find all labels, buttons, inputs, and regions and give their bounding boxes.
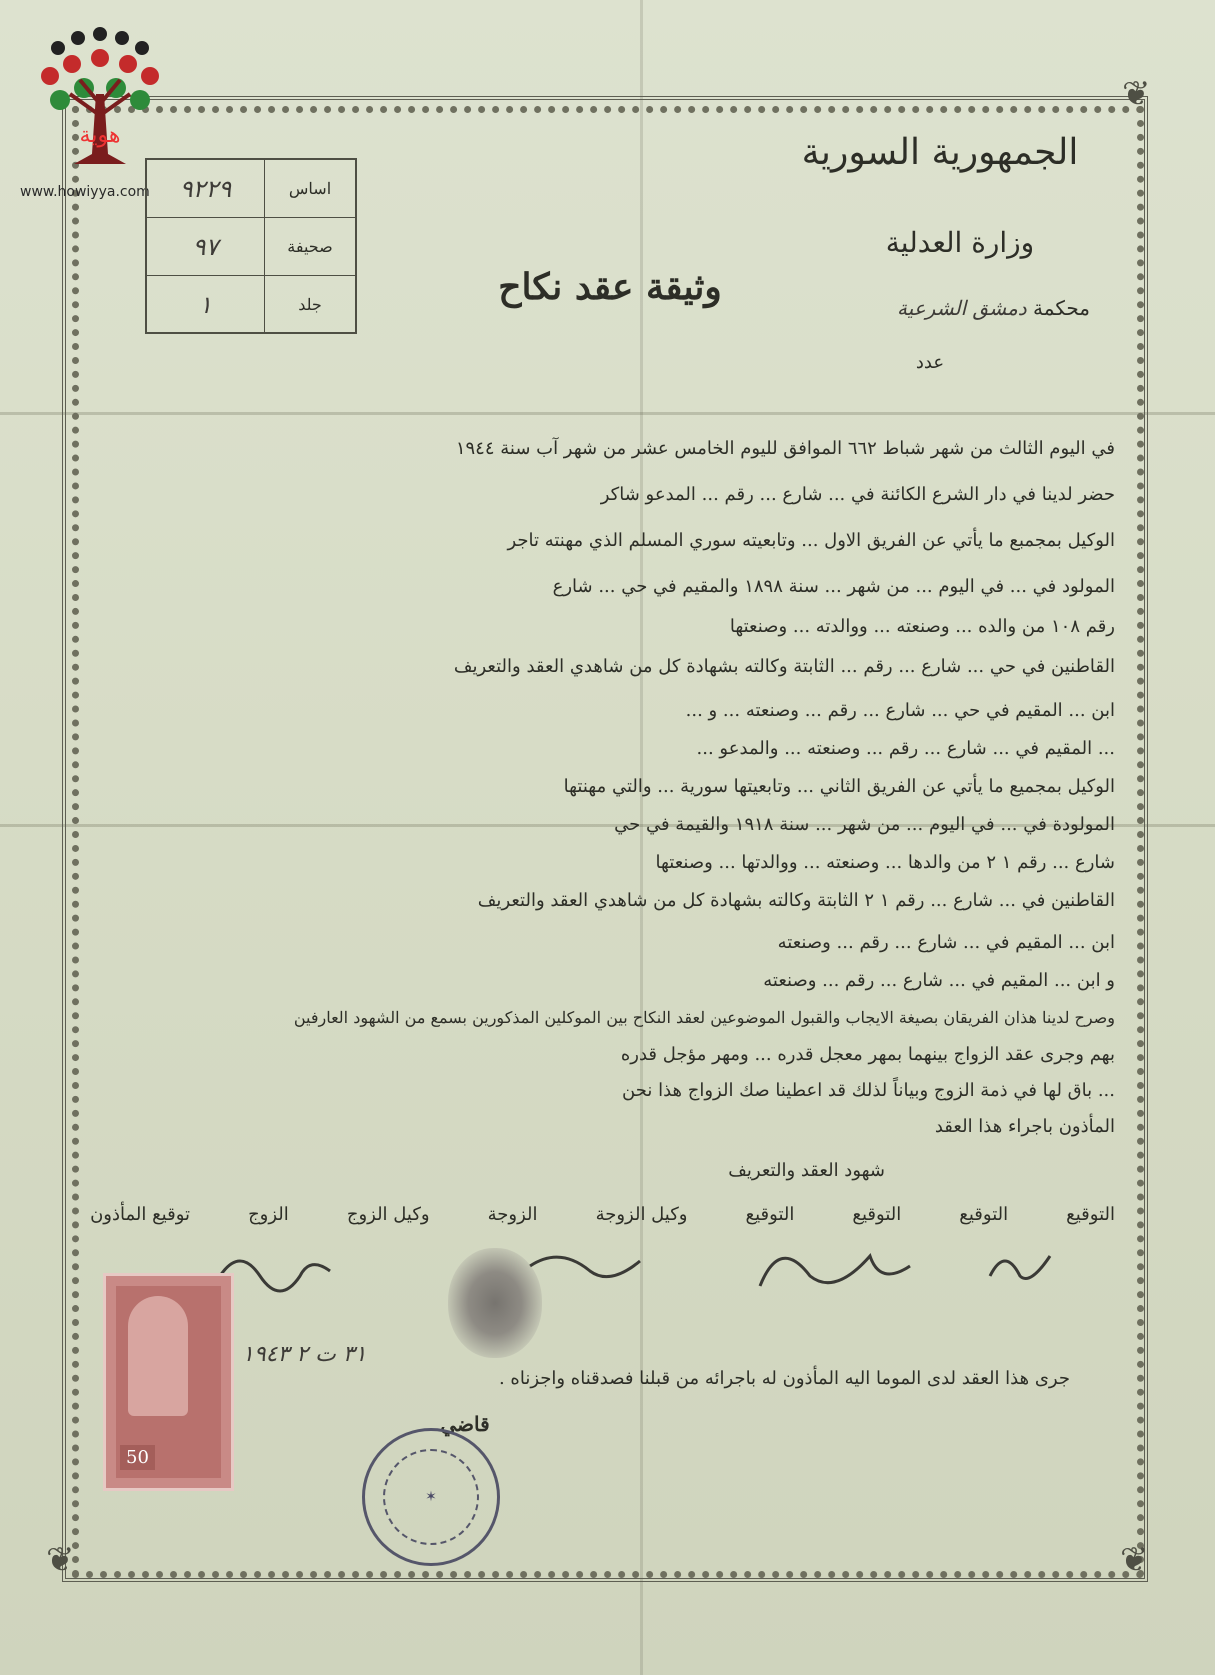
seal-inner-icon: ✶	[383, 1449, 479, 1545]
howiyya-logo	[20, 24, 180, 174]
body-line: ابن ... المقيم في ... شارع ... رقم ... وصنعته	[777, 932, 1115, 953]
body-line: شارع ... رقم ١ ٢ من والدها ... وصنعته ... ووالدتها ... وصنعتها	[655, 852, 1115, 873]
register-row	[147, 276, 355, 333]
signature-label: التوقيع	[852, 1204, 902, 1225]
stamp-portrait-icon	[128, 1296, 188, 1416]
signature-label: التوقيع	[959, 1204, 1009, 1225]
body-line: المأذون باجراء هذا العقد	[934, 1116, 1115, 1137]
corner-ornament-icon: ❦	[46, 1540, 75, 1580]
signature-label: الزوجة	[487, 1204, 538, 1225]
thumbprint	[448, 1248, 542, 1358]
number-label: عدد	[915, 352, 945, 373]
stamp-date: ٣١ ت ٢ ١٩٤٣	[242, 1342, 367, 1367]
register-row	[147, 218, 355, 276]
logo-brand: هوية	[79, 123, 121, 148]
body-line: القاطنين في حي ... شارع ... رقم ... الثابتة وكالته بشهادة كل من شاهدي العقد والتعريف	[453, 656, 1115, 677]
body-line: و ابن ... المقيم في ... شارع ... رقم ... وصنعته	[763, 970, 1115, 991]
body-line: بهم وجرى عقد الزواج بينهما بمهر معجل قدره ... ومهر مؤجل قدره	[620, 1044, 1115, 1065]
watermark-url: www.howiyya.com	[20, 184, 150, 200]
body-line: حضر لدينا في دار الشرع الكائنة في ... شارع ... رقم ... المدعو شاكر	[600, 484, 1115, 505]
register-label: اساس	[264, 160, 355, 217]
body-line: في اليوم الثالث من شهر شباط ٦٦٢ الموافق لليوم الخامس عشر من شهر آب سنة ١٩٤٤	[455, 438, 1115, 459]
qadi-label: قاضي	[440, 1412, 490, 1436]
document-title: وثيقة عقد نكاح	[498, 266, 722, 308]
signature-label: التوقيع	[745, 1204, 795, 1225]
signature-label: وكيل الزوجة	[595, 1204, 688, 1225]
body-line: الوكيل بمجميع ما يأتي عن الفريق الثاني ... وتابعيتها سورية ... والتي مهنتها	[563, 776, 1115, 797]
signature-mark	[760, 1256, 910, 1286]
body-line: المولودة في ... في اليوم ... من شهر ... سنة ١٩١٨ والقيمة في حي	[614, 814, 1115, 835]
signature-mark	[990, 1256, 1050, 1279]
signature-label: الزوج	[248, 1204, 289, 1225]
register-label: صحيفة	[264, 218, 355, 275]
revenue-stamp	[103, 1273, 234, 1491]
court-label: محكمة	[1033, 296, 1090, 320]
body-line: القاطنين في ... شارع ... رقم ١ ٢ الثابتة وكالته بشهادة كل من شاهدي العقد والتعريف	[477, 890, 1115, 911]
body-line: وصرح لدينا هذان الفريقان بصيغة الايجاب والقبول الموضوعين لعقد النكاح بين الموكلين المذكورين بسمع من الشهود العارفين	[293, 1008, 1115, 1027]
ministry-title: وزارة العدلية	[885, 226, 1035, 259]
register-value: ١	[199, 290, 212, 319]
register-value: ٩٧	[192, 232, 219, 261]
stamp-value: 50	[120, 1445, 155, 1470]
signature-labels	[90, 1204, 1115, 1225]
body-line: ... المقيم في ... شارع ... رقم ... وصنعته ... والمدعو ...	[696, 738, 1115, 759]
closing-statement: جرى هذا العقد لدى الموما اليه المأذون له باجرائه من قبلنا فصدقناه واجزناه .	[498, 1368, 1070, 1389]
body-line: ابن ... المقيم في حي ... شارع ... رقم ... وصنعته ... و ...	[685, 700, 1115, 721]
court-line	[860, 296, 1090, 320]
court-seal	[362, 1428, 500, 1566]
body-line: الوكيل بمجمبع ما يأتي عن الفريق الاول ... وتابعيته سوري المسلم الذي مهنته تاجر	[507, 530, 1115, 551]
corner-ornament-icon: ❦	[1122, 74, 1151, 114]
body-line: شهود العقد والتعريف	[728, 1160, 885, 1181]
signature-mark	[530, 1257, 640, 1277]
signature-label: التوقيع	[1066, 1204, 1115, 1225]
signature-mark	[220, 1261, 330, 1291]
register-value: ٩٢٢٩	[179, 174, 232, 203]
court-name: دمشق الشرعية	[896, 296, 1027, 320]
body-line: ... باق لها في ذمة الزوج وبياناً لذلك قد اعطينا صك الزواج هذا نحن	[622, 1080, 1115, 1101]
corner-ornament-icon: ❦	[1120, 1540, 1149, 1580]
signature-scribbles	[200, 1236, 1080, 1306]
register-label: جلد	[264, 276, 355, 333]
republic-title: الجمهورية السورية	[801, 132, 1079, 173]
signature-label: وكيل الزوج	[346, 1204, 430, 1225]
register-box	[145, 158, 357, 334]
signature-label: توقيع المأذون	[90, 1204, 191, 1225]
register-row	[147, 160, 355, 218]
body-line: المولود في ... في اليوم ... من شهر ... سنة ١٨٩٨ والمقيم في حي ... شارع	[552, 576, 1115, 597]
body-line: رقم ١٠٨ من والده ... وصنعته ... ووالدته ... وصنعتها	[729, 616, 1115, 637]
